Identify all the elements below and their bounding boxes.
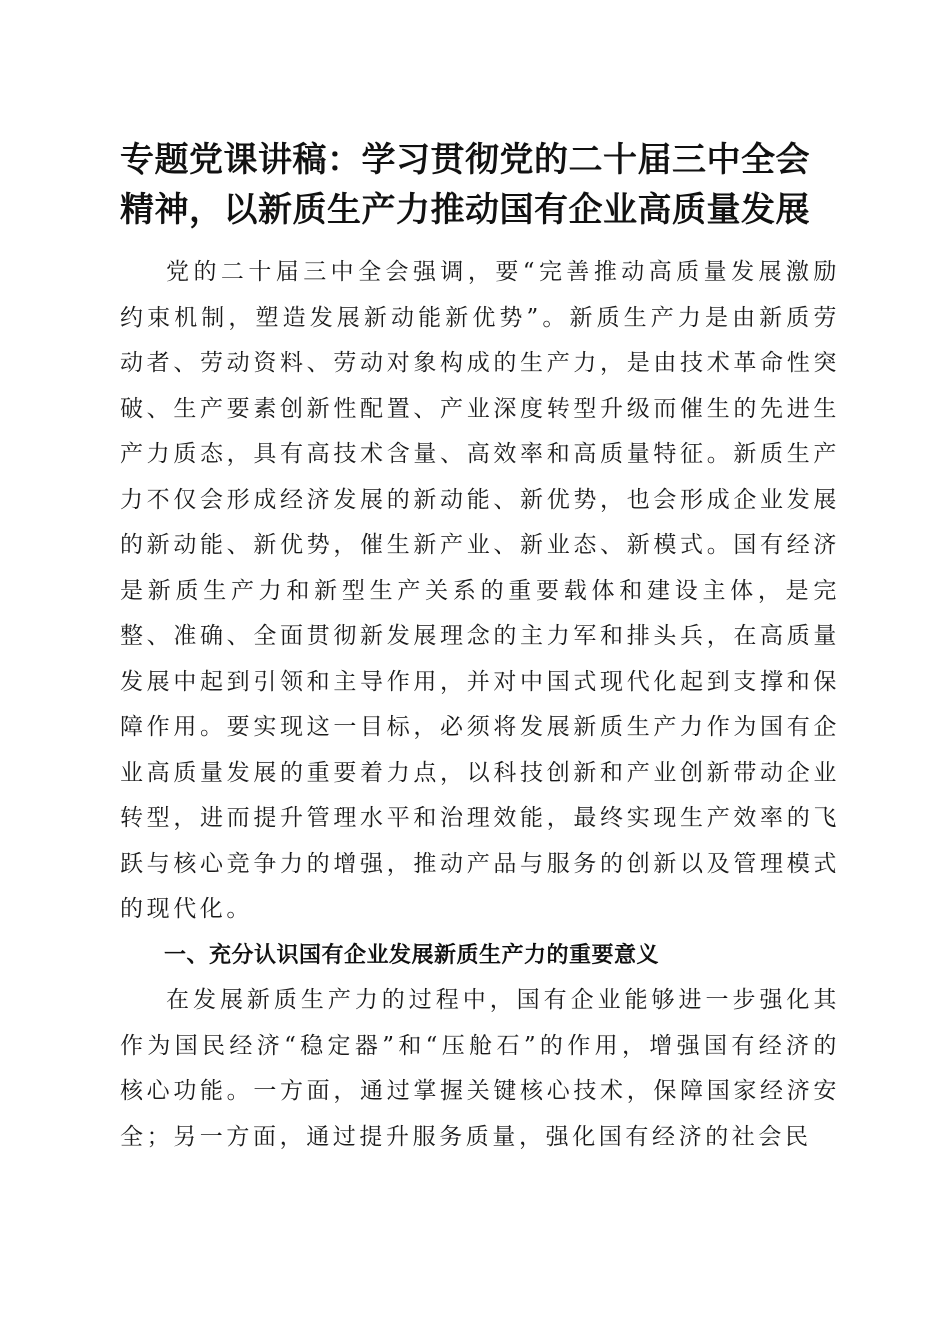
intro-paragraph: 党的二十届三中全会强调，要“完善推动高质量发展激励约束机制，塑造发展新动能新优势”。新质生产力是由新质劳动者、劳动资料、劳动对象构成的生产力，是由技术革命性突破、生产要素创新性配置、产业深度转型升级而催生的先进生产力质态，具有高技术含量、高效率和高质量特征。新质生产力不仅会形成经济发展的新动能、新优势，也会形成企业发展的新动能、新优势，催生新产业、新业态、新模式。国有经济是新质生产力和新型生产关系的重要载体和建设主体，是完整、准确、全面贯彻新发展理念的主力军和排头兵，在高质量发展中起到引领和主导作用，并对中国式现代化起到支撑和保障作用。要实现这一目标，必须将发展新质生产力作为国有企业高质量发展的重要着力点，以科技创新和产业创新带动企业转型，进而提升管理水平和治理效能，最终实现生产效率的飞跃与核心竞争力的增强，推动产品与服务的创新以及管理模式的现代化。 xyxy=(120,259,840,922)
section-1-paragraph: 在发展新质生产力的过程中，国有企业能够进一步强化其作为国民经济“稳定器”和“压舱石”的作用，增强国有经济的核心功能。一方面，通过掌握关键核心技术，保障国家经济安全；另一方面，通过提升服务质量，强化国有经济的社会民 xyxy=(120,987,840,1150)
title-line-1: 专题党课讲稿：学习贯彻党的二十届三中全会 xyxy=(120,140,810,180)
title-line-2: 精神，以新质生产力推动国有企业高质量发展 xyxy=(120,190,810,230)
section-heading-1: 一、充分认识国有企业发展新质生产力的重要意义 xyxy=(164,942,660,968)
document-body xyxy=(120,250,840,1160)
document-title xyxy=(120,135,840,235)
